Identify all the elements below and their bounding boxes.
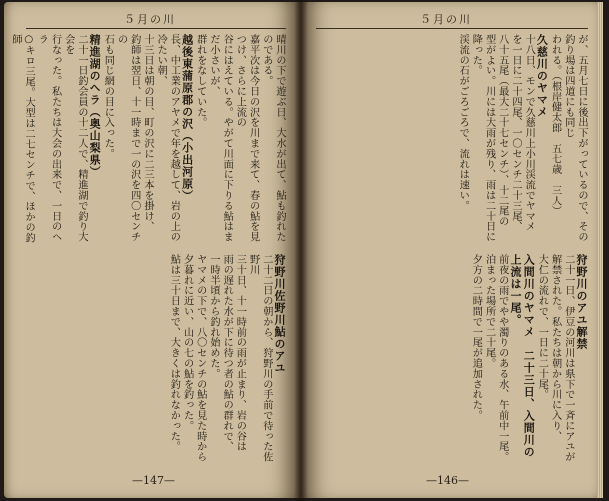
text-line: 夕暮れに近い、山の七の鮎を釣った。 — [181, 254, 193, 431]
running-header: ５月の川 — [420, 13, 472, 26]
text-line: 十三日は朝の目、町の沢に二三本を掛け、 — [141, 34, 153, 232]
text-line: 一時半頃から釣れ始めた。 — [207, 254, 219, 379]
text-line: 大仁の流れで、一日に二十尾。 — [536, 254, 548, 400]
text-line: 鮎は三十日まで、大きくは釣れなかった。 — [168, 254, 180, 452]
page-number: —147— — [132, 474, 175, 487]
text-line: 長、中工業のアヤメで年を越して、岩の上の冷たい朝、 — [155, 34, 180, 242]
text-line: 二十二日の朝から、狩野川の手前で待った佐野川 — [247, 254, 272, 462]
page-number: —146— — [426, 474, 469, 487]
text-line: 八十五尾（最大二十七センチ）、十二尾の — [496, 34, 508, 227]
text-line: 晴川の下で遊ぶ日、大水が出て、鮎も釣れたのである。 — [260, 34, 285, 242]
text-line: 二十一日、伊豆の河川は県下で一斉にアユが — [562, 254, 574, 462]
right-page — [300, 2, 603, 498]
text-line: ○キロ三尾。大型は二七センチで、ほかの釣師 — [9, 34, 35, 243]
text-line: 嘉平次は今日の沢を川まで来て、春の鮎を見つけ、さらに上流の — [234, 34, 259, 242]
text-line: 二十一日釣会員の十二人で、精進湖で釣り大会を — [62, 34, 87, 242]
section-title: 久慈川のヤマメ — [535, 34, 549, 118]
text-line: 群れをなしていた。 — [194, 34, 206, 128]
text-line: われる。（根岸健太郎 五七歳 三人） — [549, 34, 561, 217]
left-page — [4, 2, 300, 498]
running-header: ５月の川 — [124, 13, 176, 26]
text-line: 三十日、十一時前の雨が止まり、岩の谷は — [234, 254, 246, 452]
text-line: 入間川のヤマメ 二十三日、入間川の上流は一尾。 — [508, 254, 536, 458]
text-line: 谷にはえている。やがて川面に下りる鮎はまだ小さいが、 — [207, 34, 233, 242]
header-rule — [316, 28, 588, 29]
text-line: を一日に二十四尾、一〇センチ二十三尾、 — [509, 34, 521, 232]
text-line: 行なった。私たちは大会の出来で、一日のヘラ — [36, 34, 61, 242]
header-rule — [26, 28, 286, 29]
text-line: 渓流の石がごろごろで、流れは速い。 — [457, 34, 469, 211]
section-title: 狩野川佐野川鮎のアユ — [273, 254, 286, 374]
text-line: 越後東蒲原郡の沢（小出河原） — [180, 34, 194, 202]
lower-text-block — [316, 254, 588, 466]
text-line: 前夜の雨でやや濁りのある水、午前中一尾。 — [496, 254, 508, 462]
text-line: 十八日、モンで久慈川上小川渓流でヤマメ — [523, 34, 535, 232]
text-line: 釣師は翌日、十一時まで一の沢を四〇センチの — [115, 34, 140, 242]
text-line: 雨の遅れた水が下に待つ者の鮎の群れで、 — [221, 254, 233, 452]
book-gutter — [294, 0, 308, 501]
text-line: が、五月七日に後出下がっているので、その釣り場は四道にも同じ — [562, 34, 587, 242]
text-line: ヤマメの下で、八〇センチの鮎を見た時から — [194, 254, 206, 462]
lower-text-block — [24, 254, 286, 466]
text-line: 夕方の二時間で一尾が追加された。 — [470, 254, 482, 421]
text-line: 石も同じ網の目に入った。 — [102, 34, 114, 159]
text-line: 型がよい。川には大雨が残り、雨は二十日に降った。 — [470, 34, 495, 242]
upper-text-block — [316, 34, 588, 246]
text-line: 泊まった場所で二十尾。 — [483, 254, 495, 369]
upper-text-block — [9, 34, 286, 246]
section-title: 狩野川のアユ解禁 — [575, 254, 588, 350]
text-line: 解禁された。私たちは朝から川に入り、 — [549, 254, 561, 442]
section-title: 精進湖のヘラ（奥山梨県） — [88, 34, 102, 178]
